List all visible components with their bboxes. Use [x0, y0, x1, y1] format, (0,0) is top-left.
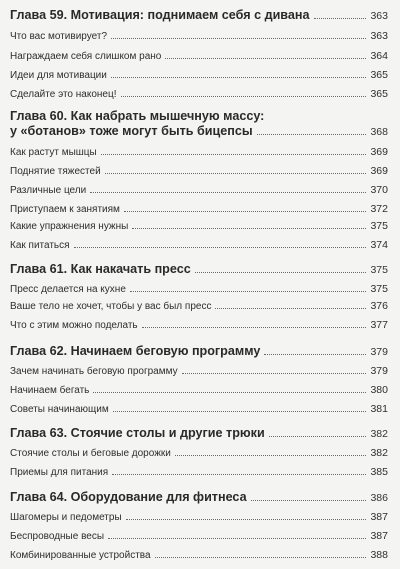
- dot-leader: [111, 76, 367, 78]
- page-number: 385: [370, 466, 388, 478]
- section-entry: [10, 239, 388, 251]
- section-title: Ваше тело не хочет, чтобы у вас был пресс: [10, 301, 212, 312]
- page-number: 363: [370, 30, 388, 42]
- section-entry: [10, 165, 388, 177]
- dot-leader: [264, 353, 366, 355]
- section-entry: [10, 50, 388, 62]
- section-title: Какие упражнения нужны: [10, 221, 129, 232]
- chapter-entry: [10, 8, 388, 22]
- chapter-title: Глава 62. Начинаем беговую программу: [10, 344, 261, 358]
- dot-leader: [101, 153, 367, 155]
- page-number: 381: [370, 403, 388, 415]
- section-title: Что с этим можно поделать: [10, 320, 138, 331]
- section-entry: [10, 403, 388, 415]
- dot-leader: [132, 227, 366, 229]
- page-number: 386: [370, 492, 388, 504]
- section-entry: [10, 319, 388, 331]
- page-number: 374: [370, 239, 388, 251]
- dot-leader: [182, 372, 367, 374]
- dot-leader: [113, 410, 367, 412]
- dot-leader: [90, 191, 366, 193]
- chapter-entry: [10, 124, 388, 138]
- section-title: Различные цели: [10, 185, 87, 196]
- section-entry: [10, 88, 388, 100]
- page-number: 382: [370, 428, 388, 440]
- section-title: Приступаем к занятиям: [10, 204, 120, 215]
- section-entry: [10, 203, 388, 215]
- section-entry: [10, 384, 388, 396]
- dot-leader: [269, 435, 367, 437]
- page-number: 387: [370, 530, 388, 542]
- section-title: Сделайте это наконец!: [10, 89, 117, 100]
- dot-leader: [130, 290, 367, 292]
- dot-leader: [257, 133, 367, 135]
- dot-leader: [314, 17, 367, 19]
- chapter-title: Глава 63. Стоячие столы и другие трюки: [10, 426, 265, 440]
- page-number: 375: [370, 220, 388, 232]
- dot-leader: [165, 57, 366, 59]
- section-title: Награждаем себя слишком рано: [10, 51, 162, 62]
- section-entry: [10, 146, 388, 158]
- page-number: 379: [370, 346, 388, 358]
- section-entry: [10, 283, 388, 295]
- page-number: 388: [370, 549, 388, 561]
- chapter-title: Глава 59. Мотивация: поднимаем себя с дивана: [10, 8, 310, 22]
- dot-leader: [74, 246, 367, 248]
- section-title: Советы начинающим: [10, 404, 109, 415]
- page-number: 376: [370, 300, 388, 312]
- chapter-title: у «ботанов» тоже могут быть бицепсы: [10, 124, 253, 138]
- chapter-title-line: Глава 60. Как набрать мышечную массу:: [10, 109, 265, 123]
- page-number: 368: [370, 126, 388, 138]
- dot-leader: [195, 271, 367, 273]
- section-title: Стоячие столы и беговые дорожки: [10, 448, 171, 459]
- page-number: 380: [370, 384, 388, 396]
- section-title: Начинаем бегать: [10, 385, 90, 396]
- page-number: 363: [370, 10, 388, 22]
- section-title: Комбинированные устройства: [10, 550, 151, 561]
- page-number: 377: [370, 319, 388, 331]
- dot-leader: [175, 454, 367, 456]
- section-title: Зачем начинать беговую программу: [10, 366, 178, 377]
- page-number: 379: [370, 365, 388, 377]
- section-entry: [10, 220, 388, 232]
- page-number: 369: [370, 146, 388, 158]
- dot-leader: [124, 210, 367, 212]
- dot-leader: [251, 499, 367, 501]
- chapter-entry: [10, 262, 388, 276]
- section-title: Пресс делается на кухне: [10, 284, 126, 295]
- page-number: 364: [370, 50, 388, 62]
- chapter-entry: [10, 344, 388, 358]
- section-entry: [10, 530, 388, 542]
- dot-leader: [105, 172, 367, 174]
- page-number: 382: [370, 447, 388, 459]
- page-number: 365: [370, 69, 388, 81]
- section-entry: [10, 69, 388, 81]
- section-entry: [10, 30, 388, 42]
- page-number: 369: [370, 165, 388, 177]
- page-number: 372: [370, 203, 388, 215]
- section-title: Шагомеры и педометры: [10, 512, 122, 523]
- chapter-title: Глава 61. Как накачать пресс: [10, 262, 191, 276]
- dot-leader: [93, 391, 366, 393]
- dot-leader: [142, 326, 367, 328]
- section-entry: [10, 549, 388, 561]
- section-title: Как растут мышцы: [10, 147, 97, 158]
- page-number: 375: [370, 283, 388, 295]
- section-title: Поднятие тяжестей: [10, 166, 101, 177]
- section-title: Приемы для питания: [10, 467, 109, 478]
- dot-leader: [112, 473, 366, 475]
- chapter-entry: [10, 490, 388, 504]
- page-number: 387: [370, 511, 388, 523]
- section-title: Беспроводные весы: [10, 531, 105, 542]
- dot-leader: [121, 95, 367, 97]
- page-number: 365: [370, 88, 388, 100]
- section-entry: [10, 365, 388, 377]
- section-title: Идеи для мотивации: [10, 70, 107, 81]
- dot-leader: [215, 307, 366, 309]
- dot-leader: [111, 37, 366, 39]
- section-entry: [10, 511, 388, 523]
- section-entry: [10, 466, 388, 478]
- section-entry: [10, 184, 388, 196]
- dot-leader: [155, 556, 367, 558]
- section-title: Как питаться: [10, 240, 70, 251]
- section-entry: [10, 300, 388, 312]
- page-number: 370: [370, 184, 388, 196]
- chapter-title: Глава 64. Оборудование для фитнеса: [10, 490, 247, 504]
- section-title: Что вас мотивирует?: [10, 31, 108, 42]
- dot-leader: [108, 537, 366, 539]
- section-entry: [10, 447, 388, 459]
- chapter-entry: [10, 426, 388, 440]
- dot-leader: [126, 518, 367, 520]
- page-number: 375: [370, 264, 388, 276]
